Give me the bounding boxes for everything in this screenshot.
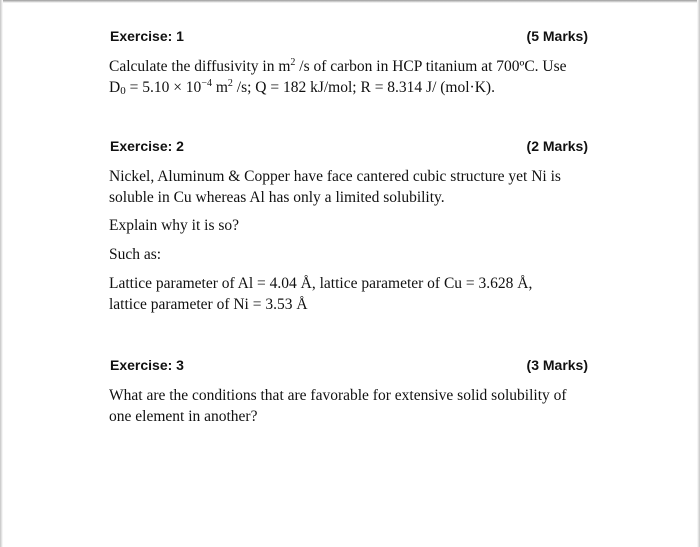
exercise-2-p4-line-2: lattice parameter of Ni = 3.53 Å: [109, 296, 308, 313]
exercise-2-marks: (2 Marks): [526, 138, 588, 154]
exercise-2-p1-line-1: Nickel, Aluminum & Copper have face cantered cubic structure yet Ni is: [109, 168, 561, 185]
exercise-3-heading: [110, 357, 588, 374]
exercise-2-p3-line: Such as:: [109, 246, 162, 263]
exercise-2-p4-line-1: Lattice parameter of Al = 4.04 Å, lattice parameter of Cu = 3.628 Å,: [109, 275, 533, 292]
page-left-edge: [0, 0, 3, 547]
page-top-edge: [0, 0, 700, 3]
exercise-3-line-2: one element in another?: [109, 408, 258, 425]
exercise-2-paragraph-1: [109, 166, 599, 208]
exercise-2-p1-line-2: soluble in Cu whereas Al has only a limited solubility.: [109, 189, 445, 206]
exercise-2-heading: [110, 138, 588, 155]
exercise-2-title: Exercise: 2: [110, 138, 184, 154]
exercise-1-line-1: Calculate the diffusivity in $m^2$ /s of carbon in HCP titanium at 700ºC. Use: [109, 57, 567, 75]
exercise-1-title: Exercise: 1: [110, 28, 184, 44]
exercise-2-p2-line: Explain why it is so?: [109, 217, 240, 234]
exercise-3-title: Exercise: 3: [110, 357, 184, 373]
exercise-1-marks: (5 Marks): [526, 28, 588, 44]
exercise-1-question: [109, 56, 599, 98]
exercise-1-heading: [110, 28, 588, 45]
exercise-1-line-2: $D_0 = 5.10 \times 10^{-4}$ $m^2$ /s; Q = 182 kJ/mol; R = 8.314 J/ (mol·K).: [109, 78, 495, 97]
exercise-2-paragraph-3: [109, 244, 599, 265]
exercise-3-line-1: What are the conditions that are favorable for extensive solid solubility of: [109, 387, 567, 404]
exercise-3-question: [109, 385, 599, 427]
exercise-2-paragraph-4: [109, 273, 599, 315]
exercise-2-paragraph-2: [109, 215, 599, 236]
exercise-3-marks: (3 Marks): [526, 357, 588, 373]
